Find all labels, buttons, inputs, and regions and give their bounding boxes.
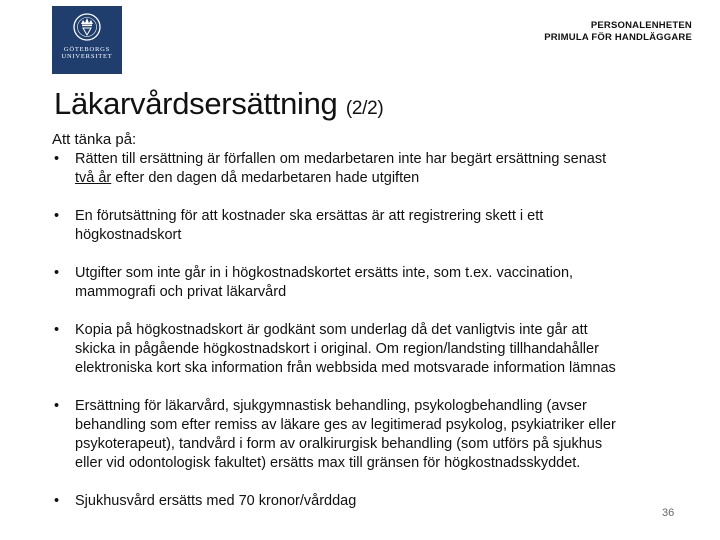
- list-item-text: Sjukhusvård ersätts med 70 kronor/vårddag: [75, 493, 357, 509]
- slide-title-suffix: (2/2): [345, 98, 384, 119]
- list-item-text: [75, 151, 606, 186]
- bullet-marker: •: [54, 208, 60, 224]
- bullet-marker: •: [54, 493, 60, 509]
- bullet-marker: •: [54, 151, 60, 167]
- list-item-text: Kopia på högkostnadskort är godkänt som underlag då det vanligtvis inte går att skicka in pågående högkostnadskort i original. Om region/landsting tillhandahåller elektroniska kort ska information från webbsida med motsvarade information lämnas: [75, 322, 616, 376]
- slide-title: [54, 86, 383, 122]
- list-item-text: Ersättning för läkarvård, sjukgymnastisk behandling, psykologbehandling (avser behandling som efter remiss av läkare ges av legitimerad psykolog, psykiatriker eller psykoterapeut), tandvård i form av oralkirurgisk behandling (som utförs på sjukhus eller vid odontologisk fakultet) ersätts max till gränsen för högkostnadsskyddet.: [75, 398, 616, 471]
- list-item: [52, 492, 688, 511]
- slide-title-main: Läkarvårdsersättning: [54, 86, 338, 121]
- header-department-line2: PRIMULA FÖR HANDLÄGGARE: [544, 32, 692, 43]
- logo-text-line1: GÖTEBORGS: [63, 46, 111, 53]
- list-item-text-part: Rätten till ersättning är förfallen om medarbetaren inte har begärt ersättning senast: [75, 151, 607, 167]
- university-seal-icon: [72, 12, 102, 42]
- list-item-text: En förutsättning för att kostnader ska ersättas är att registrering skett i ett högkostnadskort: [75, 208, 544, 243]
- intro-text: Att tänka på:: [52, 131, 137, 148]
- list-item: [52, 150, 688, 188]
- list-item: [52, 207, 688, 245]
- list-item-text-part: efter den dagen då medarbetaren hade utgiften: [111, 170, 420, 186]
- university-logo: [52, 6, 122, 74]
- bullet-marker: •: [54, 398, 60, 414]
- bullet-marker: •: [54, 265, 60, 281]
- header-department: [544, 20, 692, 44]
- bullet-list: [52, 150, 688, 511]
- header-department-line1: PERSONALENHETEN: [590, 20, 692, 31]
- list-item: [52, 397, 688, 473]
- logo-text-line2: UNIVERSITET: [61, 53, 113, 60]
- underlined-phrase: två år: [75, 170, 112, 186]
- slide-content: [52, 131, 688, 530]
- bullet-marker: •: [54, 322, 60, 338]
- page-number: 36: [662, 507, 675, 519]
- list-item: [52, 264, 688, 302]
- list-item-text: Utgifter som inte går in i högkostnadskortet ersätts inte, som t.ex. vaccination, mammografi och privat läkarvård: [75, 265, 574, 300]
- list-item: [52, 321, 688, 378]
